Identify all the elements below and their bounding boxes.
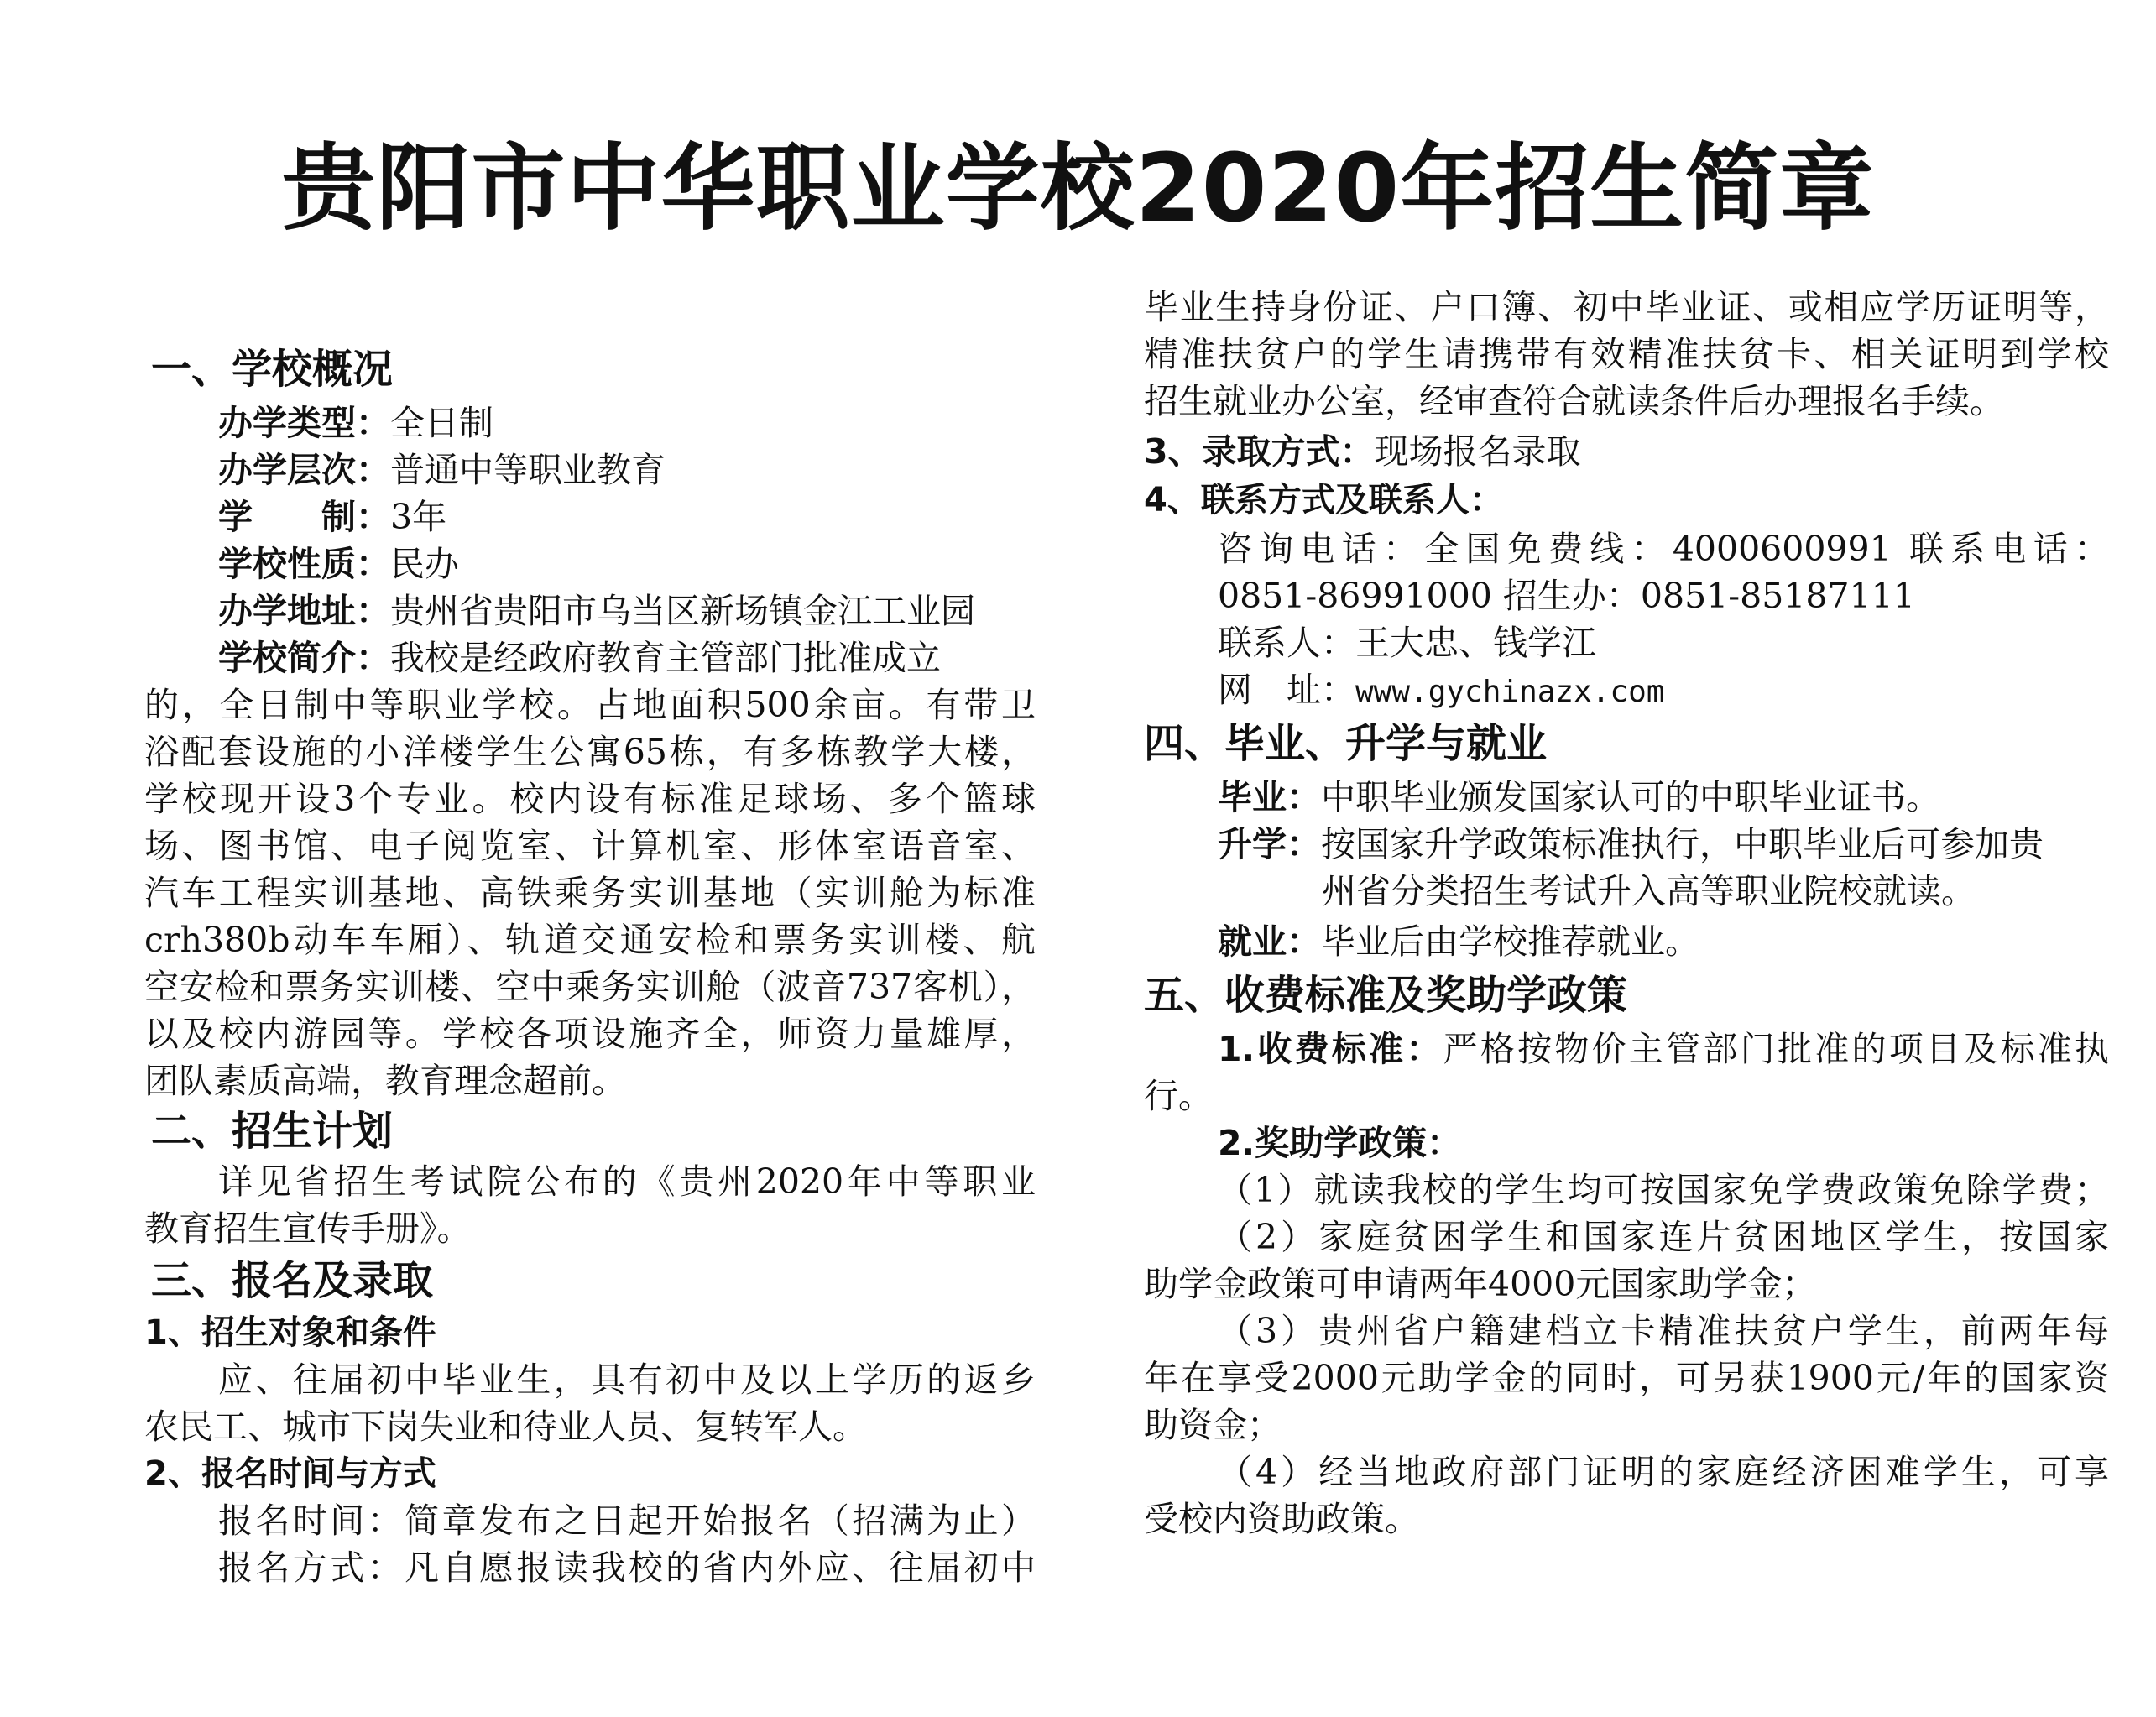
plan-line: 详见省招生考试院公布的《贵州2020年中等职业	[218, 1161, 1036, 1202]
subsection-3-1-heading: 1、招生对象和条件	[144, 1313, 436, 1352]
info-label: 学校简介：	[218, 638, 390, 678]
aid-item-cont: 受校内资助政策。	[1144, 1499, 1419, 1539]
section-2-heading: 二、招生计划	[151, 1108, 394, 1155]
fee-cont: 行。	[1144, 1076, 1213, 1116]
info-label: 学校性质：	[218, 544, 390, 584]
page-title: 贵阳市中华职业学校2020年招生简章	[281, 134, 1875, 243]
intro-line: 团队素质高端，教育理念超前。	[144, 1061, 626, 1101]
registration-cont-line: 精准扶贫户的学生请携带有效精准扶贫卡、相关证明到学校	[1144, 334, 2109, 374]
intro-line: crh380b动车车厢）、轨道交通安检和票务实训楼、航	[144, 920, 1036, 960]
employment-row	[1218, 918, 1699, 965]
aid-item-cont: 年在享受2000元助学金的同时，可另获1900元/年的国家资	[1144, 1358, 2109, 1398]
target-line: 农民工、城市下岗失业和待业人员、复转军人。	[144, 1406, 867, 1447]
info-label: 学 制：	[218, 497, 390, 537]
admission-label: 3、录取方式：	[1144, 431, 1375, 472]
target-line: 应、往届初中毕业生，具有初中及以上学历的返乡	[218, 1360, 1036, 1400]
intro-line: 场、图书馆、电子阅览室、计算机室、形体室语音室、	[144, 826, 1036, 866]
intro-line: 空安检和票务实训楼、空中乘务实训舱（波音737客机），	[144, 967, 1036, 1007]
section-3-heading: 三、报名及录取	[151, 1257, 434, 1304]
contact-person: 联系人：王大忠、钱学江	[1218, 623, 1596, 663]
registration-method: 报名方式：凡自愿报读我校的省内外应、往届初中	[218, 1547, 1036, 1588]
registration-cont-line: 毕业生持身份证、户口簿、初中毕业证、或相应学历证明等，	[1144, 287, 2109, 327]
admission-method	[1144, 428, 1581, 475]
info-value: 民办	[390, 544, 459, 584]
fee-value: 严格按物价主管部门批准的项目及标准执	[1443, 1029, 2109, 1069]
admission-value: 现场报名录取	[1374, 431, 1581, 472]
info-row-duration	[218, 493, 446, 540]
intro-line: 学校现开设3个专业。校内设有标准足球场、多个篮球	[144, 779, 1036, 819]
info-label: 办学类型：	[218, 403, 390, 443]
aid-item: （2）家庭贫困学生和国家连片贫困地区学生，按国家	[1218, 1217, 2109, 1257]
plan-line: 教育招生宣传手册》。	[144, 1208, 472, 1249]
aid-item: （1）就读我校的学生均可按国家免学费政策免除学费；	[1218, 1170, 2109, 1210]
aid-item-cont: 助资金；	[1144, 1405, 1282, 1445]
section-4-heading: 四、毕业、升学与就业	[1144, 720, 1548, 767]
graduation-row	[1218, 774, 1940, 821]
info-label: 办学层次：	[218, 450, 390, 490]
info-value: 3年	[390, 497, 447, 537]
info-label: 办学地址：	[218, 591, 390, 631]
website-label: 网 址：	[1218, 670, 1355, 710]
registration-cont-line: 招生就业办公室，经审查符合就读条件后办理报名手续。	[1144, 381, 2004, 421]
intro-line: 浴配套设施的小洋楼学生公寓65栋，有多栋教学大楼，	[144, 732, 1036, 772]
employment-label: 就业：	[1218, 921, 1321, 962]
further-study-value: 按国家升学政策标准执行，中职毕业后可参加贵	[1321, 824, 2044, 864]
info-value: 我校是经政府教育主管部门批准成立	[390, 638, 941, 678]
website-row	[1218, 666, 1664, 713]
info-row-address	[218, 587, 975, 634]
aid-item: （3）贵州省户籍建档立卡精准扶贫户学生，前两年每	[1218, 1311, 2109, 1351]
info-value: 普通中等职业教育	[390, 450, 666, 490]
graduation-value: 中职毕业颁发国家认可的中职毕业证书。	[1321, 777, 1940, 817]
section-1-heading: 一、学校概况	[151, 346, 394, 393]
contact-phone-line: 咨询电话：全国免费线：4000600991 联系电话：	[1218, 529, 2109, 569]
graduation-label: 毕业：	[1218, 777, 1321, 817]
info-row-nature	[218, 540, 459, 587]
info-row-intro	[218, 634, 941, 681]
subsection-3-2-heading: 2、报名时间与方式	[144, 1454, 436, 1493]
info-value: 全日制	[390, 403, 493, 443]
aid-item-cont: 助学金政策可申请两年4000元国家助学金；	[1144, 1264, 1817, 1304]
employment-value: 毕业后由学校推荐就业。	[1321, 921, 1699, 962]
section-5-heading: 五、收费标准及奖助学政策	[1144, 972, 1628, 1019]
fee-row	[1218, 1026, 2109, 1072]
further-study-row	[1218, 821, 2044, 868]
info-value: 贵州省贵阳市乌当区新场镇金江工业园	[390, 591, 975, 631]
intro-line: 以及校内游园等。学校各项设施齐全，师资力量雄厚，	[144, 1014, 1036, 1054]
fee-label: 1.收费标准：	[1218, 1029, 1443, 1069]
contact-phone-numbers: 0851-86991000 招生办：0851-85187111	[1218, 576, 1915, 616]
info-row-type	[218, 399, 493, 446]
intro-line: 汽车工程实训基地、高铁乘务实训基地（实训舱为标准	[144, 873, 1036, 913]
subsection-3-4-heading: 4、联系方式及联系人：	[1144, 481, 1503, 519]
intro-line: 的，全日制中等职业学校。占地面积500余亩。有带卫	[144, 685, 1036, 725]
info-row-level	[218, 446, 666, 493]
aid-policy-heading: 2.奖助学政策：	[1218, 1123, 1462, 1163]
registration-time: 报名时间：简章发布之日起开始报名（招满为止）	[218, 1500, 1036, 1541]
further-study-label: 升学：	[1218, 824, 1321, 864]
website-link[interactable]: www.gychinazx.com	[1355, 675, 1665, 709]
further-study-cont: 州省分类招生考试升入高等职业院校就读。	[1322, 871, 1976, 911]
aid-item: （4）经当地政府部门证明的家庭经济困难学生，可享	[1218, 1452, 2109, 1492]
